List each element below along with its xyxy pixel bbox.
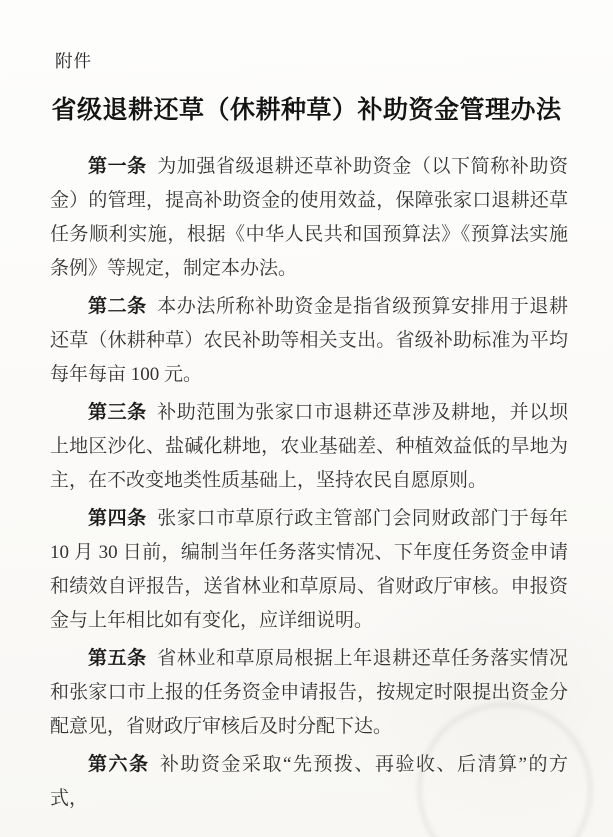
article-5-text: 省林业和草原局根据上年退耕还草任务落实情况和张家口市上报的任务资金申请报告，按规定时限提出资金分配意见，省财政厅审核后及时分配下达。 [50,648,568,737]
article-3 [50,396,568,498]
article-2-label: 第二条 [88,296,147,317]
article-4 [50,502,568,638]
article-4-text: 张家口市草原行政主管部门会同财政部门于每年 10 月 30 日前，编制当年任务落实情况、下年度任务资金申请和绩效自评报告，送省林业和草原局、省财政厅审核。申报资金与上年相比如有变化，应详细说明。 [50,508,568,631]
document-title: 省级退耕还草（休耕种草）补助资金管理办法 [51,97,562,124]
article-6 [50,748,568,816]
article-6-label: 第六条 [88,754,150,775]
article-3-label: 第三条 [88,402,147,423]
article-3-text: 补助范围为张家口市退耕还草涉及耕地，并以坝上地区沙化、盐碱化耕地，农业基础差、种植效益低的旱地为主，在不改变地类性质基础上，坚持农民自愿原则。 [50,402,568,491]
article-6-text: 补助资金采取“先预拨、再验收、后清算”的方式， [50,754,568,809]
article-2 [50,290,568,392]
article-4-label: 第四条 [88,508,147,529]
article-2-text: 本办法所称补助资金是指省级预算安排用于退耕还草（休耕种草）农民补助等相关支出。省级补助标准为平均每年每亩 100 元。 [50,296,568,385]
document-body [50,150,568,816]
article-5-label: 第五条 [88,648,147,669]
article-1-label: 第一条 [88,156,147,177]
attachment-label: 附件 [55,51,92,71]
article-5 [50,642,568,744]
article-1-text: 为加强省级退耕还草补助资金（以下简称补助资金）的管理，提高补助资金的使用效益，保障张家口退耕还草任务顺利实施，根据《中华人民共和国预算法》《预算法实施条例》等规定，制定本办法。 [50,156,568,279]
article-1 [50,150,568,286]
